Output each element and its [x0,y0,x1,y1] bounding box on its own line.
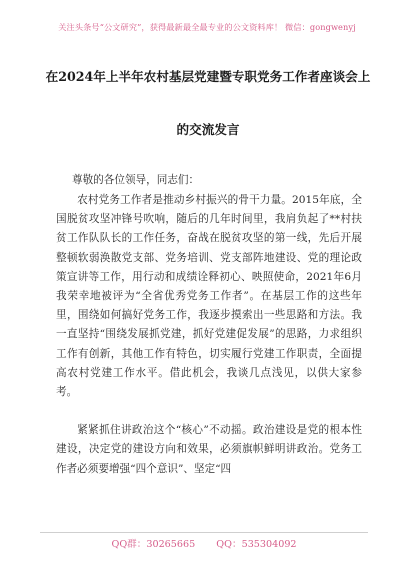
page-footer [40,536,368,550]
body-paragraph-1: 农村党务工作者是推动乡村振兴的骨干力量。2015年底，全国脱贫攻坚冲锋号吹响，随后的几年时间里，我肩负起了**村扶贫工作队队长的工作任务，奋战在脱贫攻坚的第一线，先后开展整顿软弱涣散党支部、党务培训、党支部阵地建设、党的理论政策宣讲等工作，用行动和成绩诠释初心、映照使命，2021年6月我荣幸地被评为“全省优秀党务工作者”。在基层工作的这些年里，围绕如何搞好党务工作，我逐步摸索出一些思路和方法。我一直坚持“围绕发展抓党建，抓好党建促发展”的思路，力求组织工作有创新，其他工作有特色，切实履行党建工作职责，全面提高农村党建工作水平。借此机会，我谈几点浅见，以供大家参考。 [56,194,362,399]
qq-group-number: QQ群：30265665 [111,539,196,550]
body-paragraph-2: 紧紧抓住讲政治这个“核心”不动摇。政治建设是党的根本性建设，决定党的建设方向和效果，必须旗帜鲜明讲政治。党务工作者必须要增强“四个意识”、坚定“四 [56,424,362,475]
document-title-line-2: 的交流发言 [176,122,240,137]
promo-banner: 关注头条号“公文研究”，获得最新最全最专业的公文资料库！ 微信：gongwenyj [58,22,356,32]
qq-number: QQ：535304092 [216,539,297,550]
document-body [56,191,362,479]
salutation: 尊敬的各位领导，同志们： [72,174,200,186]
document-title-line-1: 在2024年上半年农村基层党建暨专职党务工作者座谈会上 [45,69,371,84]
footer-divider [40,532,368,533]
